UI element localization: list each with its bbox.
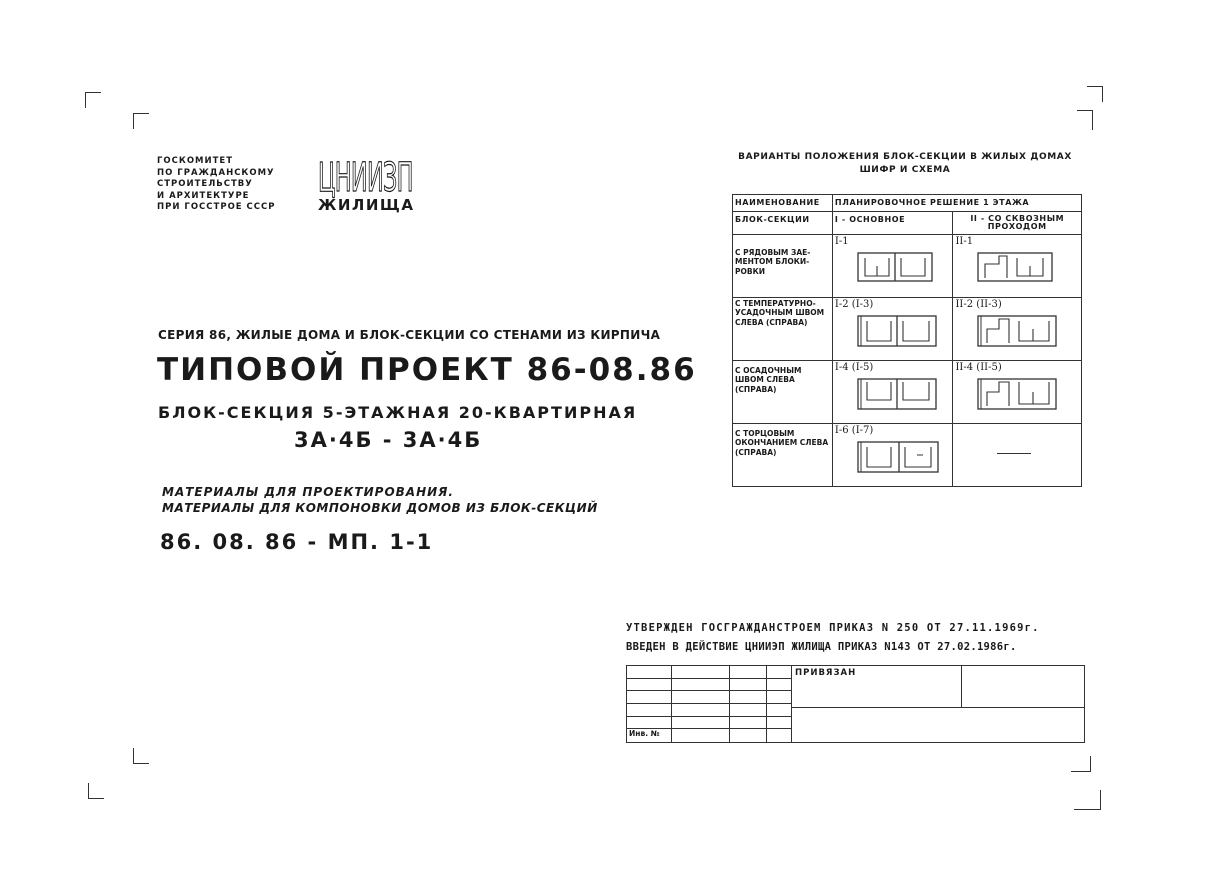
apartment-code: 3А·4Б - 3А·4Б <box>294 428 483 452</box>
inventory-number-label: Инв. № <box>629 729 660 738</box>
stamp-divider <box>791 666 792 742</box>
row-name-text: С ТОРЦОВЫМ ОКОНЧАНИЕМ СЛЕВА (СПРАВА) <box>735 428 829 457</box>
block-section-description: БЛОК-СЕКЦИЯ 5-ЭТАЖНАЯ 20-КВАРТИРНАЯ <box>158 403 638 422</box>
floor-plan-icon <box>857 315 937 347</box>
approval-line: УТВЕРЖДЕН ГОСГРАЖДАНСТРОЕМ ПРИКАЗ N 250 ОТ 27.11.1969г. <box>626 622 1040 634</box>
floor-plan-icon <box>857 378 937 410</box>
privyazan-label: ПРИВЯЗАН <box>795 668 857 678</box>
variants-heading-line: ВАРИАНТЫ ПОЛОЖЕНИЯ БЛОК-СЕКЦИИ В ЖИЛЫХ ДОМАХ <box>738 152 1072 162</box>
floor-plan-icon <box>857 441 939 473</box>
plan-cell <box>832 360 953 423</box>
plan-code: II-4 (II-5) <box>955 361 1002 373</box>
crop-mark <box>1087 86 1103 102</box>
stamp-divider <box>961 666 962 707</box>
row-name <box>733 360 833 423</box>
plan-cell <box>953 360 1082 423</box>
title-stamp <box>626 665 1085 743</box>
header-col1: I - ОСНОВНОЕ <box>832 211 953 234</box>
table-row <box>733 297 1082 360</box>
row-name <box>733 423 833 486</box>
table-row <box>733 423 1082 486</box>
variants-heading <box>731 151 1079 177</box>
stamp-divider <box>627 678 791 679</box>
logo-sub-text: ЖИЛИЩА <box>318 196 415 214</box>
plan-code: I-6 (I-7) <box>834 424 874 436</box>
floor-plan-icon <box>977 315 1057 347</box>
plan-cell <box>832 234 953 297</box>
crop-mark <box>133 113 149 129</box>
org-line: ГОСКОМИТЕТ <box>157 156 234 166</box>
plan-cell <box>832 297 953 360</box>
row-name-text: С ОСАДОЧНЫМ ШВОМ СЛЕВА (СПРАВА) <box>735 365 802 394</box>
plan-code: I-1 <box>834 235 849 247</box>
crop-mark <box>1077 110 1093 130</box>
plan-cell <box>953 423 1082 486</box>
row-name <box>733 234 833 297</box>
header-name: БЛОК-СЕКЦИИ <box>733 211 833 234</box>
crop-mark <box>133 748 149 764</box>
logo-main-text: ЦНИИЗП <box>318 155 413 201</box>
variants-table <box>732 194 1082 487</box>
enactment-line: ВВЕДЕН В ДЕЙСТВИЕ ЦНИИЭП ЖИЛИЩА ПРИКАЗ N143 ОТ 27.02.1986г. <box>626 641 1017 653</box>
table-row <box>733 234 1082 297</box>
plan-code: II-1 <box>955 235 974 247</box>
row-name-text: С ТЕМПЕРАТУРНО-УСАДОЧНЫМ ШВОМ СЛЕВА (СПРАВА) <box>735 298 825 327</box>
org-line: И АРХИТЕКТУРЕ <box>157 190 250 201</box>
institute-logo <box>318 155 415 214</box>
row-name <box>733 297 833 360</box>
header-col2: II - СО СКВОЗНЫМ ПРОХОДОМ <box>953 211 1082 234</box>
organization-name <box>157 156 276 214</box>
crop-mark <box>1071 756 1091 772</box>
org-line: ПРИ ГОССТРОЕ СССР <box>157 202 276 212</box>
plan-cell <box>953 234 1082 297</box>
plan-code: I-4 (I-5) <box>834 361 874 373</box>
project-title: ТИПОВОЙ ПРОЕКТ 86-08.86 <box>157 352 697 388</box>
crop-mark <box>1074 790 1101 810</box>
plan-code: II-2 (II-3) <box>955 298 1002 310</box>
table-header-row <box>733 211 1082 234</box>
variants-heading-line: ШИФР И СХЕМА <box>859 165 951 175</box>
floor-plan-icon <box>857 252 933 282</box>
table-header-row <box>733 195 1082 212</box>
plan-cell <box>832 423 953 486</box>
stamp-divider <box>627 703 791 704</box>
table-row <box>733 360 1082 423</box>
stamp-divider <box>627 690 791 691</box>
row-name-text: С РЯДОВЫМ ЗАЕ-МЕНТОМ БЛОКИ-РОВКИ <box>735 247 811 276</box>
header-name: НАИМЕНОВАНИЕ <box>733 195 833 212</box>
materials-line: МАТЕРИАЛЫ ДЛЯ ПРОЕКТИРОВАНИЯ. <box>162 485 454 499</box>
plan-cell <box>953 297 1082 360</box>
series-line: СЕРИЯ 86, ЖИЛЫЕ ДОМА И БЛОК-СЕКЦИИ СО СТЕНАМИ ИЗ КИРПИЧА <box>158 328 661 342</box>
empty-variant-dash <box>997 453 1031 454</box>
header-plan: ПЛАНИРОВОЧНОЕ РЕШЕНИЕ 1 ЭТАЖА <box>832 195 1081 212</box>
floor-plan-icon <box>977 252 1053 282</box>
stamp-divider <box>627 716 791 717</box>
document-number: 86. 08. 86 - МП. 1-1 <box>160 530 434 554</box>
floor-plan-icon <box>977 378 1057 410</box>
materials-line: МАТЕРИАЛЫ ДЛЯ КОМПОНОВКИ ДОМОВ ИЗ БЛОК-СЕКЦИЙ <box>162 501 598 515</box>
plan-code: I-2 (I-3) <box>834 298 874 310</box>
stamp-divider <box>791 707 1084 708</box>
org-line: СТРОИТЕЛЬСТВУ <box>157 179 253 189</box>
org-line: ПО ГРАЖДАНСКОМУ <box>157 167 275 178</box>
crop-mark <box>85 92 101 108</box>
crop-mark <box>88 783 104 799</box>
